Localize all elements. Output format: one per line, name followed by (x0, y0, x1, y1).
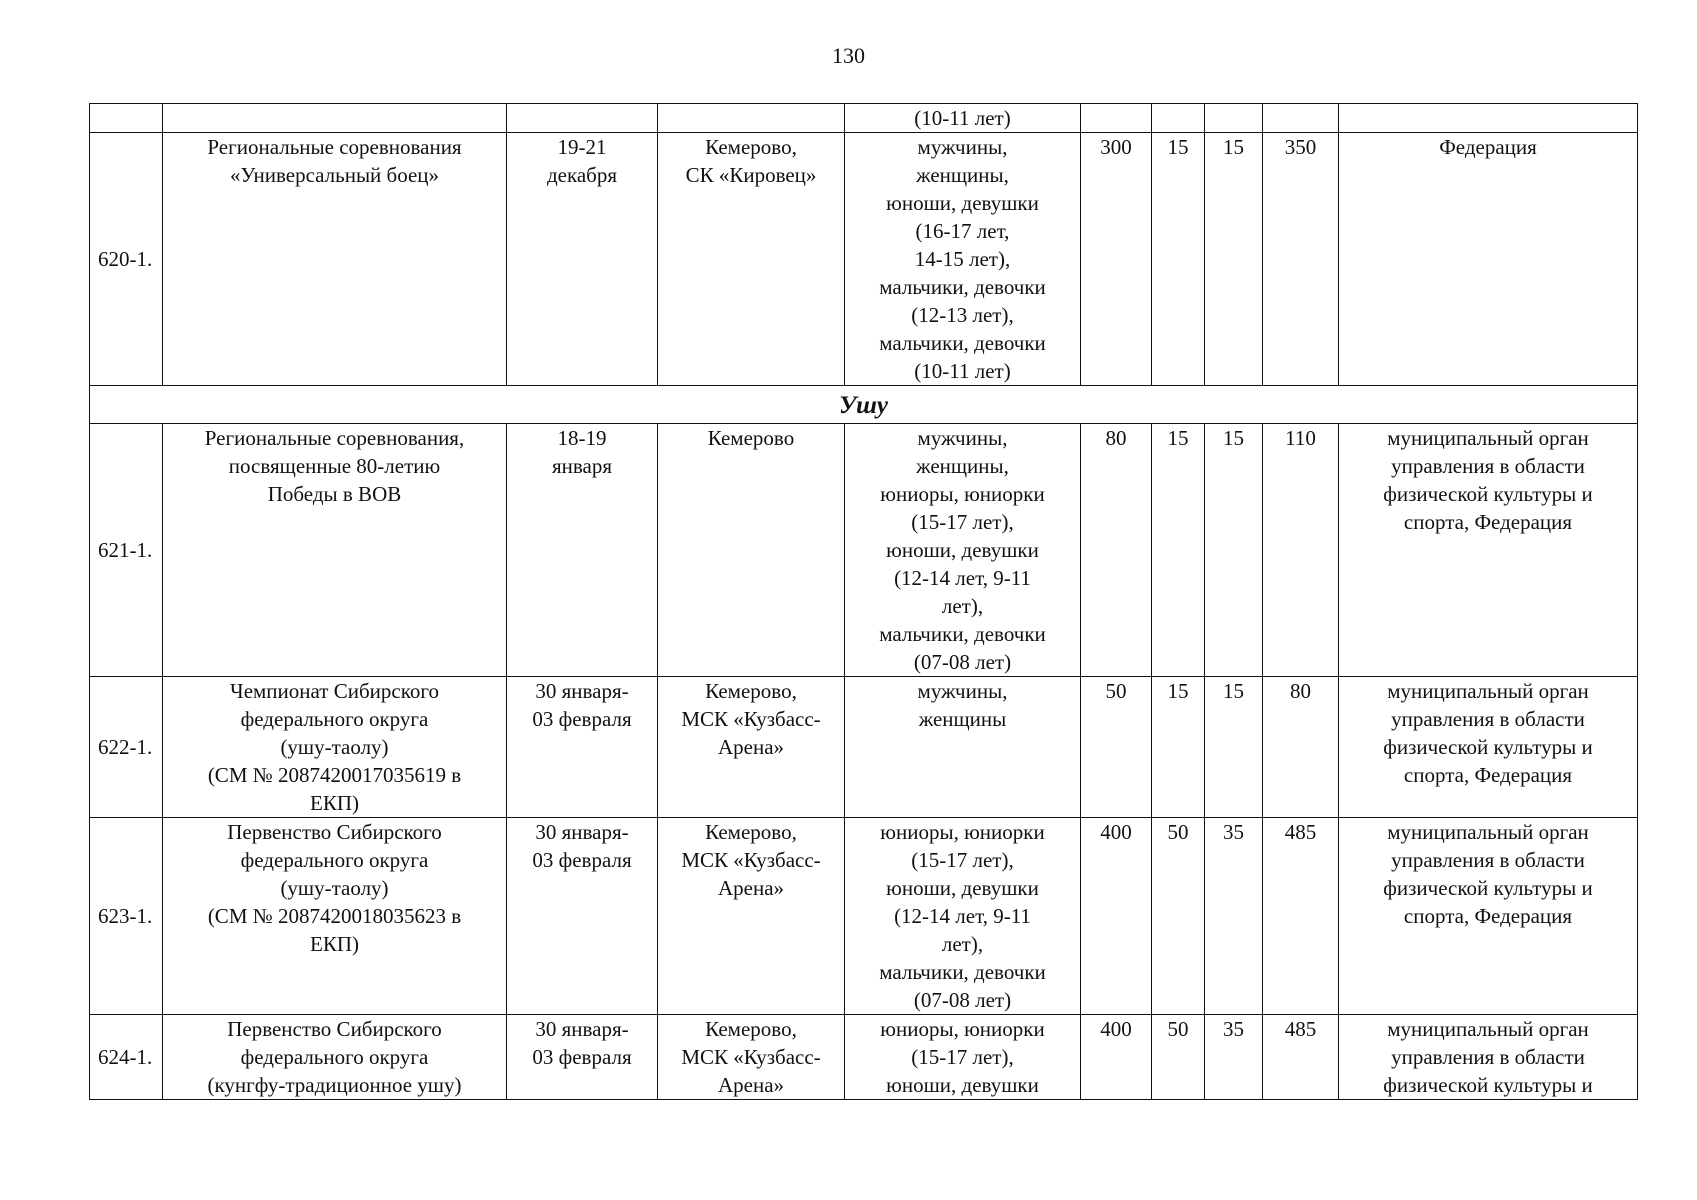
organizer-line: спорта, Федерация (1403, 510, 1573, 534)
event-dates-line: 19-21 (557, 135, 607, 159)
event-place-line: Арена» (717, 876, 785, 900)
event-participants-line: (12-14 лет, 9-11 (894, 566, 1031, 590)
event-participants-line: юниоры, юниорки (880, 482, 1045, 506)
count-3: 15 (1205, 133, 1263, 386)
event-participants (845, 818, 1081, 1015)
organizer-line: спорта, Федерация (1403, 763, 1573, 787)
event-dates-line: 03 февраля (532, 707, 632, 731)
count-1: 400 (1081, 1015, 1152, 1100)
count-1: 400 (1081, 818, 1152, 1015)
event-dates (507, 133, 658, 386)
event-dates (507, 1015, 658, 1100)
count-1: 300 (1081, 133, 1152, 386)
table-row (90, 424, 1638, 677)
organizer (1339, 133, 1638, 386)
event-participants-line: (07-08 лет) (913, 988, 1012, 1012)
event-place-line: Кемерово, (705, 679, 797, 703)
count-2: 15 (1152, 424, 1205, 677)
event-participants-line: лет), (941, 594, 984, 618)
event-name-line: Чемпионат Сибирского (230, 679, 439, 703)
table-row (90, 133, 1638, 386)
event-place-line: Кемерово, (705, 135, 797, 159)
event-place-line: МСК «Кузбасс- (681, 848, 821, 872)
organizer (1339, 818, 1638, 1015)
event-participants-line: мужчины, (917, 426, 1008, 450)
event-name-line: ЕКП) (310, 791, 359, 815)
event-number (90, 104, 163, 133)
event-name-line: Региональные соревнования, (204, 426, 465, 450)
count-3: 15 (1205, 677, 1263, 818)
event-dates (507, 677, 658, 818)
event-place (658, 133, 845, 386)
count-2 (1152, 104, 1205, 133)
event-name (163, 104, 507, 133)
event-place-line: МСК «Кузбасс- (681, 1045, 821, 1069)
event-participants-line: женщины, (916, 454, 1009, 478)
event-place-line: Арена» (717, 1073, 785, 1097)
count-2: 50 (1152, 818, 1205, 1015)
count-3: 15 (1205, 424, 1263, 677)
organizer-line: физической культуры и (1383, 876, 1593, 900)
organizer-line: муниципальный орган (1387, 1017, 1589, 1041)
event-participants-line: мужчины, (917, 135, 1008, 159)
organizer-line: спорта, Федерация (1403, 904, 1573, 928)
event-participants-line: женщины, (916, 163, 1009, 187)
event-participants-line: (07-08 лет) (913, 650, 1012, 674)
event-dates-line: 30 января- (535, 820, 629, 844)
count-1 (1081, 104, 1152, 133)
event-name-line: «Универсальный боец» (229, 163, 440, 187)
event-name-line: Победы в ВОВ (267, 482, 402, 506)
count-2: 15 (1152, 133, 1205, 386)
event-participants (845, 424, 1081, 677)
event-participants-line: женщины (918, 707, 1007, 731)
event-participants-line: (15-17 лет), (911, 510, 1014, 534)
count-total: 485 (1263, 1015, 1339, 1100)
event-place-line: Кемерово (707, 426, 795, 450)
event-place-line: Арена» (717, 735, 785, 759)
event-dates (507, 104, 658, 133)
event-participants-line: (12-13 лет), (911, 303, 1014, 327)
event-name-line: (СМ № 2087420018035623 в (207, 904, 462, 928)
count-2: 15 (1152, 677, 1205, 818)
event-place (658, 104, 845, 133)
event-name-line: федерального округа (240, 707, 429, 731)
event-participants-line: мальчики, девочки (879, 331, 1046, 355)
organizer (1339, 1015, 1638, 1100)
organizer (1339, 104, 1638, 133)
event-place (658, 1015, 845, 1100)
event-number: 621-1. (90, 424, 163, 677)
event-participants-line: юноши, девушки (886, 191, 1039, 215)
table-row (90, 1015, 1638, 1100)
page-number: 130 (832, 43, 865, 68)
event-name-line: (ушу-таолу) (280, 876, 389, 900)
section-title: Ушу (90, 386, 1638, 424)
event-name-line: Первенство Сибирского (227, 1017, 442, 1041)
count-total (1263, 104, 1339, 133)
event-dates-line: 18-19 (557, 426, 607, 450)
count-total: 350 (1263, 133, 1339, 386)
organizer-line: муниципальный орган (1387, 679, 1589, 703)
event-number: 623-1. (90, 818, 163, 1015)
event-participants-line: юноши, девушки (886, 538, 1039, 562)
organizer (1339, 677, 1638, 818)
event-participants-line: (10-11 лет) (914, 106, 1011, 130)
event-participants-line: юноши, девушки (886, 1073, 1039, 1097)
event-number: 620-1. (90, 133, 163, 386)
organizer-line: муниципальный орган (1387, 820, 1589, 844)
event-participants-line: лет), (941, 932, 984, 956)
event-place-line: МСК «Кузбасс- (681, 707, 821, 731)
organizer-line: физической культуры и (1383, 482, 1593, 506)
event-name-line: федерального округа (240, 1045, 429, 1069)
event-dates-line: 30 января- (535, 1017, 629, 1041)
event-dates-line: декабря (546, 163, 618, 187)
count-total: 485 (1263, 818, 1339, 1015)
event-name-line: федерального округа (240, 848, 429, 872)
organizer-line: физической культуры и (1383, 735, 1593, 759)
event-participants-line: (10-11 лет) (914, 359, 1011, 383)
event-name-line: Первенство Сибирского (227, 820, 442, 844)
organizer-line: управления в области (1391, 848, 1585, 872)
event-participants-line: мужчины, (917, 679, 1008, 703)
event-dates-line: 03 февраля (532, 848, 632, 872)
event-dates-line: января (551, 454, 613, 478)
organizer (1339, 424, 1638, 677)
table-row (90, 104, 1638, 133)
event-name (163, 677, 507, 818)
event-name (163, 133, 507, 386)
event-participants-line: (16-17 лет, (915, 219, 1010, 243)
event-name-line: посвященные 80-летию (228, 454, 441, 478)
count-2: 50 (1152, 1015, 1205, 1100)
event-name-line: (СМ № 2087420017035619 в (207, 763, 462, 787)
event-participants-line: мальчики, девочки (879, 275, 1046, 299)
event-participants-line: 14-15 лет), (914, 247, 1011, 271)
event-dates (507, 818, 658, 1015)
event-participants-line: (15-17 лет), (911, 848, 1014, 872)
organizer-line: управления в области (1391, 1045, 1585, 1069)
event-name-line: ЕКП) (310, 932, 359, 956)
event-name (163, 818, 507, 1015)
event-name (163, 424, 507, 677)
count-3: 35 (1205, 1015, 1263, 1100)
event-number: 622-1. (90, 677, 163, 818)
event-dates (507, 424, 658, 677)
event-participants-line: мальчики, девочки (879, 622, 1046, 646)
count-1: 80 (1081, 424, 1152, 677)
event-participants-line: мальчики, девочки (879, 960, 1046, 984)
event-participants-line: (15-17 лет), (911, 1045, 1014, 1069)
organizer-line: управления в области (1391, 454, 1585, 478)
count-1: 50 (1081, 677, 1152, 818)
organizer-line: Федерация (1439, 135, 1537, 159)
event-participants-line: юниоры, юниорки (880, 820, 1045, 844)
organizer-line: физической культуры и (1383, 1073, 1593, 1097)
count-total: 80 (1263, 677, 1339, 818)
event-place-line: Кемерово, (705, 1017, 797, 1041)
event-participants (845, 133, 1081, 386)
events-table (89, 103, 1638, 1100)
event-name (163, 1015, 507, 1100)
count-3 (1205, 104, 1263, 133)
organizer-line: муниципальный орган (1387, 426, 1589, 450)
organizer-line: управления в области (1391, 707, 1585, 731)
event-number: 624-1. (90, 1015, 163, 1100)
count-total: 110 (1263, 424, 1339, 677)
event-participants (845, 1015, 1081, 1100)
event-dates-line: 30 января- (535, 679, 629, 703)
event-participants (845, 677, 1081, 818)
event-place (658, 424, 845, 677)
event-name-line: (ушу-таолу) (280, 735, 389, 759)
count-3: 35 (1205, 818, 1263, 1015)
event-dates-line: 03 февраля (532, 1045, 632, 1069)
table-row (90, 818, 1638, 1015)
event-place-line: Кемерово, (705, 820, 797, 844)
event-participants-line: юниоры, юниорки (880, 1017, 1045, 1041)
event-participants-line: юноши, девушки (886, 876, 1039, 900)
section-row (90, 386, 1638, 424)
table-row (90, 677, 1638, 818)
event-place (658, 677, 845, 818)
event-name-line: (кунгфу-традиционное ушу) (207, 1073, 462, 1097)
event-participants (845, 104, 1081, 133)
event-place (658, 818, 845, 1015)
event-place-line: СК «Кировец» (685, 163, 817, 187)
event-participants-line: (12-14 лет, 9-11 (894, 904, 1031, 928)
event-name-line: Региональные соревнования (207, 135, 462, 159)
